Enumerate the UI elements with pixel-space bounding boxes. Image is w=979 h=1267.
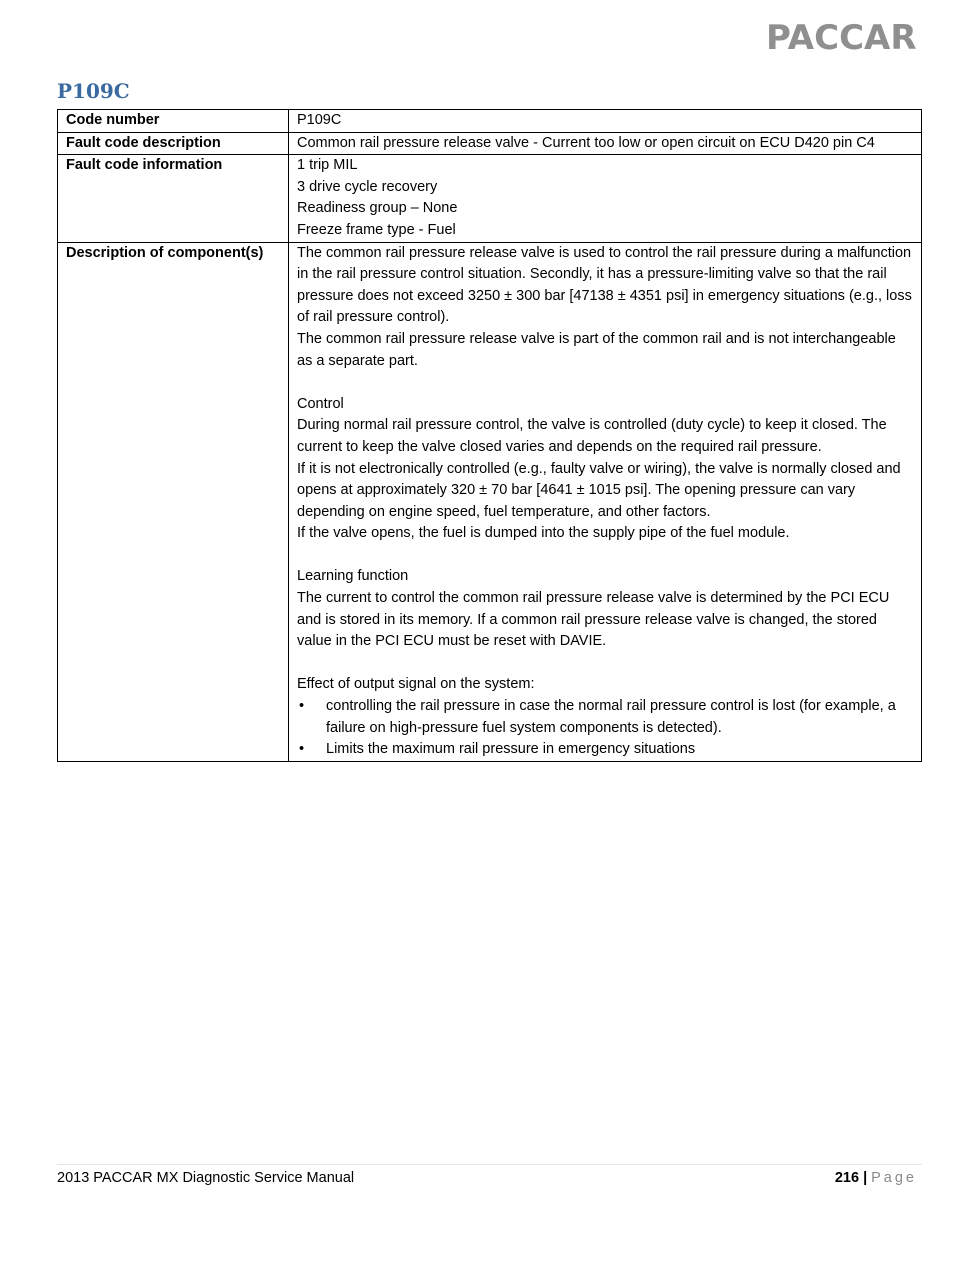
control-heading: Control xyxy=(297,395,344,412)
table-row xyxy=(58,110,922,133)
control-text-3: If the valve opens, the fuel is dumped into the supply pipe of the fuel module. xyxy=(297,525,790,542)
component-description-value xyxy=(289,242,922,761)
fault-description-label: Fault code description xyxy=(58,132,289,155)
learning-text: The current to control the common rail pressure release valve is determined by the PCI ECU and is stored in its memory. If a common rail pressure release valve is changed, the stored value in the PCI ECU must be reset with DAVIE. xyxy=(297,590,890,650)
effect-bullet-list xyxy=(297,696,913,761)
paragraph-gap xyxy=(297,545,913,567)
fault-info-line: 3 drive cycle recovery xyxy=(297,178,438,195)
page-title: P109C xyxy=(57,79,130,103)
paragraph-gap xyxy=(297,372,913,394)
page-separator: | xyxy=(863,1170,868,1186)
list-item: • controlling the rail pressure in case the normal rail pressure control is lost (for example, a failure on high-pressure fuel system components is detected). xyxy=(297,696,913,739)
paragraph-gap xyxy=(297,653,913,675)
footer-page-indicator xyxy=(835,1168,917,1188)
fault-info-line: 1 trip MIL xyxy=(297,157,358,174)
component-description-label: Description of component(s) xyxy=(58,242,289,761)
fault-information-value xyxy=(289,155,922,242)
effect-heading: Effect of output signal on the system: xyxy=(297,676,535,693)
fault-info-line: Readiness group – None xyxy=(297,200,458,217)
fault-info-line: Freeze frame type - Fuel xyxy=(297,221,456,238)
fault-description-value: Common rail pressure release valve - Current too low or open circuit on ECU D420 pin C4 xyxy=(289,132,922,155)
control-text-2: If it is not electronically controlled (e.g., faulty valve or wiring), the valve is normally closed and opens at approximately 320 ± 70 bar [4641 ± 1015 psi]. The opening pressure can vary depending on engine speed, fuel temperature, and other factors. xyxy=(297,460,901,520)
code-number-label: Code number xyxy=(58,110,289,133)
table-row xyxy=(58,155,922,242)
paccar-logo: PACCAR xyxy=(766,18,917,58)
table-row xyxy=(58,242,922,761)
fault-code-table xyxy=(57,109,922,762)
component-intro: The common rail pressure release valve is used to control the rail pressure during a malfunction in the rail pressure control situation. Secondly, it has a pressure-limiting valve so that the rail pressure does not exceed 3250 ± 300 bar [47138 ± 4351 psi] in emergency situations (e.g., loss of rail pressure control). xyxy=(297,244,912,326)
table-row xyxy=(58,132,922,155)
code-number-value: P109C xyxy=(289,110,922,133)
fault-information-label: Fault code information xyxy=(58,155,289,242)
page-word: Page xyxy=(871,1170,917,1186)
learning-heading: Learning function xyxy=(297,568,409,585)
footer-divider xyxy=(57,1164,922,1165)
control-text: During normal rail pressure control, the valve is controlled (duty cycle) to keep it closed. The current to keep the valve closed varies and depends on the required rail pressure. xyxy=(297,417,887,455)
footer-manual-title: 2013 PACCAR MX Diagnostic Service Manual xyxy=(57,1170,355,1186)
list-item: • Limits the maximum rail pressure in emergency situations xyxy=(297,739,913,761)
component-intro-2: The common rail pressure release valve is part of the common rail and is not interchangeable as a separate part. xyxy=(297,330,896,369)
page-number: 216 xyxy=(834,1170,860,1186)
